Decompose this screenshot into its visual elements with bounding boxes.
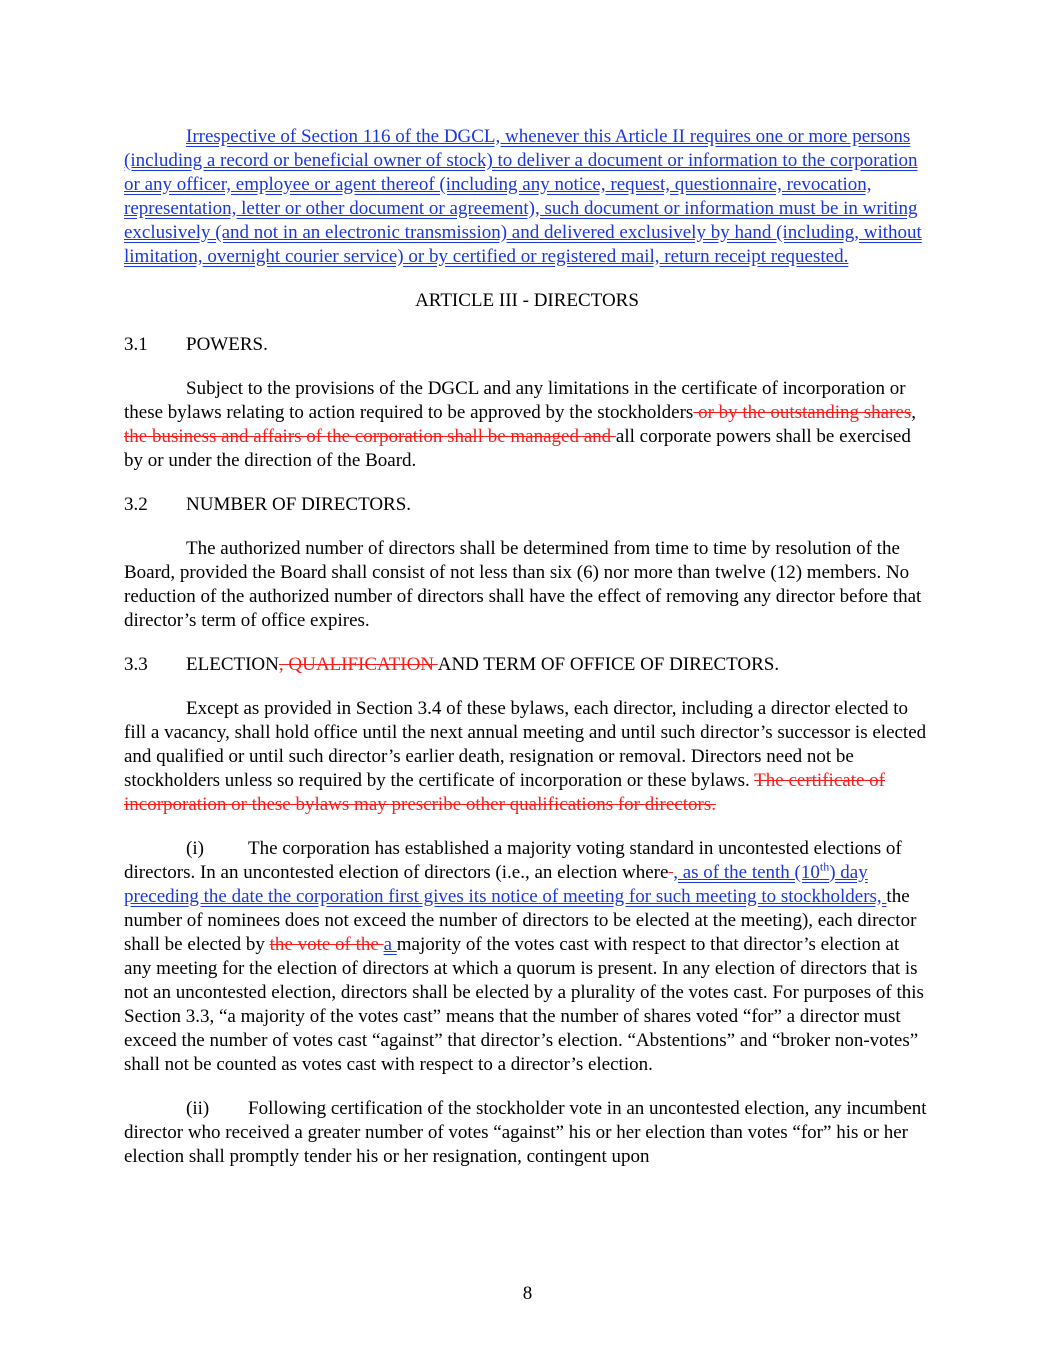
title-text: ELECTION [186, 654, 279, 675]
section-3-3-body [124, 697, 930, 817]
article-title: ARTICLE III - DIRECTORS [415, 290, 639, 311]
body-text: all corporate powers shall be exercised by or under the direction of the Board. [124, 426, 911, 471]
body-text: , [911, 402, 916, 423]
body-text: Following certification of the stockholder vote in an uncontested election, any incumbent director who received a greater number of votes “against” his or her election than votes “for” his or her election shall promptly tender his or her resignation, contingent upon [124, 1098, 927, 1167]
body-text: majority of the votes cast with respect to that director’s election at any meeting for the election of directors at which a quorum is present. In any election of directors that is not an uncontested election, directors shall be elected by a plurality of the votes cast. For purposes of this Section 3.3, “a majority of the votes cast” means that the number of shares voted “for” a director must exceed the number of votes cast “against” that director’s election. “Abstentions” and “broker non-votes” shall not be counted as votes cast with respect to a director’s election. [124, 934, 924, 1075]
section-3-2-body: The authorized number of directors shall be determined from time to time by resolution of the Board, provided the Board shall consist of not less than six (6) nor more than twelve (12) members. No reduction of the authorized number of directors shall have the effect of removing any director before that director’s term of office expires. [124, 538, 922, 631]
body-text: the number of nominees does not exceed the number of directors to be elected at the meeting), each director shall be elected by [124, 886, 917, 955]
inserted-text: a [383, 934, 397, 955]
section-heading-3-1 [124, 333, 930, 357]
subsection-label: (ii) [186, 1098, 210, 1119]
title-text: AND TERM OF OFFICE OF DIRECTORS. [437, 654, 780, 675]
section-title [186, 653, 779, 677]
superscript: th [819, 859, 830, 874]
deleted-text: or by the outstanding shares [693, 402, 912, 423]
page-number: 8 [522, 1283, 533, 1304]
subsection-ii [124, 1097, 930, 1169]
intro-paragraph [124, 125, 930, 269]
deleted-text: , QUALIFICATION [278, 654, 438, 675]
deleted-text: The certificate of incorporation or these bylaws may prescribe other qualifications for directors. [124, 770, 885, 815]
section-3-1-body [124, 377, 930, 473]
section-number: 3.3 [124, 654, 148, 675]
inserted-text-part: ) day preceding the date the corporation first gives its notice of meeting for such meeting to stockholders, [124, 862, 887, 907]
inserted-text-part: , as of the tenth (10 [673, 862, 820, 883]
body-text: Subject to the provisions of the DGCL and any limitations in the certificate of incorporation or these bylaws relating to action required to be approved by the stockholders [124, 378, 906, 423]
subsection-label: (i) [186, 838, 204, 859]
body-text: Except as provided in Section 3.4 of these bylaws, each director, including a director elected to fill a vacancy, shall hold office until the next annual meeting and until such director’s successor is elected and qualified or until such director’s earlier death, resignation or removal. Directors need not be stockholders unless so required by the certificate of incorporation or these bylaws. [124, 698, 927, 791]
section-heading-3-3 [124, 653, 930, 677]
section-number: 3.1 [124, 334, 148, 355]
document-body [124, 125, 930, 1189]
section-title: POWERS. [186, 334, 268, 355]
subsection-i [124, 837, 930, 1077]
section-number: 3.2 [124, 494, 148, 515]
inserted-text: Irrespective of Section 116 of the DGCL, whenever this Article II requires one or more persons (including a record or beneficial owner of stock) to deliver a document or information to the corporation or any officer, employee or agent thereof (including any notice, request, questionnaire, revocation, representation, letter or other document or agreement), such document or information must be in writing exclusively (and not in an electronic transmission) and delivered exclusively by hand (including, without limitation, overnight courier service) or by certified or registered mail, return receipt requested. [124, 126, 922, 267]
body-text: The corporation has established a majority voting standard in uncontested elections of directors. In an uncontested election of directors (i.e., an election where [124, 838, 902, 883]
deleted-text: the business and affairs of the corporation shall be managed and [124, 426, 616, 447]
deleted-text: the vote of the [269, 934, 384, 955]
section-heading-3-2 [124, 493, 930, 517]
section-title: NUMBER OF DIRECTORS. [186, 494, 412, 515]
